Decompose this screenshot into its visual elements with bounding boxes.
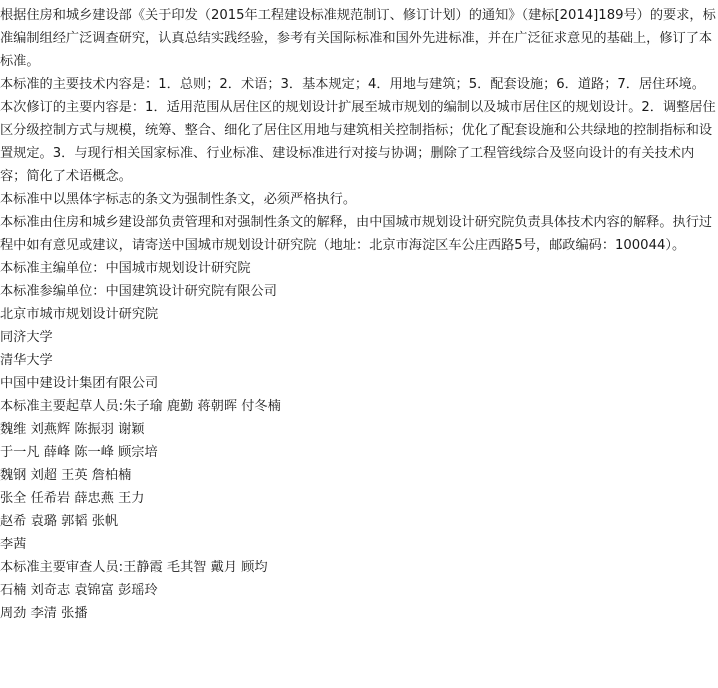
- drafters-line: 魏维 刘燕辉 陈振羽 谢颖: [0, 422, 145, 437]
- participating-unit: 北京市城市规划设计研究院: [0, 307, 159, 322]
- revision-paragraph: 本次修订的主要内容是：1．适用范围从居住区的规划设计扩展至城市规划的编制以及城市居住区的规划设计。2．调整居住区分级控制方式与规模，统筹、整合、细化了居住区用地与建筑相关控制指标；优化了配套设施和公共绿地的控制指标和设置规定。3．与现行相关国家标准、行业标准、建设标准进行对接与协调；删除了工程管线综合及竖向设计的有关技术内容；简化了术语概念。: [0, 100, 716, 184]
- participating-unit: 中国中建设计集团有限公司: [0, 376, 159, 391]
- drafters-line: 魏钢 刘超 王英 詹柏楠: [0, 468, 132, 483]
- main-content-paragraph: 本标准的主要技术内容是：1．总则；2．术语；3．基本规定；4．用地与建筑；5．配套设施；6．道路；7．居住环境。: [0, 77, 705, 92]
- drafters-line: 赵希 袁璐 郭韬 张帆: [0, 514, 119, 529]
- participating-unit: 同济大学: [0, 330, 53, 345]
- reviewers-line: 周劲 李清 张播: [0, 606, 88, 621]
- intro-paragraph: 根据住房和城乡建设部《关于印发（2015年工程建设标准规范制订、修订计划）的通知》（建标[2014]189号）的要求，标准编制组经广泛调查研究，认真总结实践经验，参考有关国际标准和国外先进标准，并在广泛征求意见的基础上，修订了本标准。: [0, 8, 716, 69]
- drafters-line: 张全 任希岩 薛忠燕 王力: [0, 491, 145, 506]
- reviewers-line: 本标准主要审查人员:王静霞 毛其智 戴月 顾均: [0, 560, 268, 575]
- drafters-line: 李茜: [0, 537, 27, 552]
- chief-editor-unit: 本标准主编单位：中国城市规划设计研究院: [0, 261, 251, 276]
- participating-unit: 清华大学: [0, 353, 53, 368]
- participating-unit: 本标准参编单位：中国建筑设计研究院有限公司: [0, 284, 277, 299]
- drafters-line: 于一凡 薛峰 陈一峰 顾宗培: [0, 445, 158, 460]
- drafters-line: 本标准主要起草人员:朱子瑜 鹿勤 蒋朝晖 付冬楠: [0, 399, 281, 414]
- reviewers-line: 石楠 刘奇志 袁锦富 彭瑶玲: [0, 583, 158, 598]
- management-paragraph: 本标准由住房和城乡建设部负责管理和对强制性条文的解释，由中国城市规划设计研究院负责具体技术内容的解释。执行过程中如有意见或建议，请寄送中国城市规划设计研究院（地址：北京市海淀区车公庄西路5号，邮政编码：100044）。: [0, 215, 713, 253]
- mandatory-provisions-paragraph: 本标准中以黑体字标志的条文为强制性条文，必须严格执行。: [0, 192, 357, 207]
